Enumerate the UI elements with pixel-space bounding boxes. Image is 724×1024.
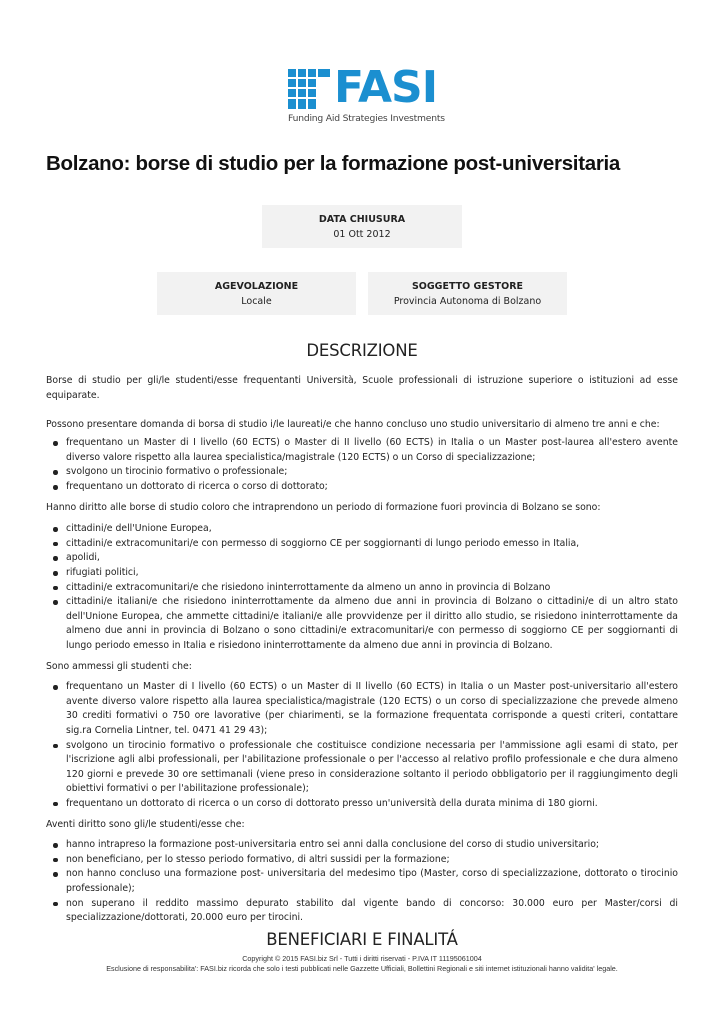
list-2: [46, 522, 678, 653]
closing-date-value: 01 Ott 2012: [333, 229, 391, 240]
list-item: non hanno concluso una formazione post- universitaria del medesimo tipo (Master, corso di specializzazione, dottorato o tirocinio professionale);: [66, 867, 678, 896]
manager-label: SOGGETTO GESTORE: [411, 281, 524, 292]
manager-value: Provincia Autonoma di Bolzano: [393, 296, 542, 307]
logo-tagline: Funding Aid Strategies Investments: [288, 113, 445, 124]
fasi-logo: [288, 62, 445, 127]
facility-value: Locale: [241, 296, 272, 307]
logo-grid-icon: [288, 69, 330, 111]
list-item: non beneficiano, per lo stesso periodo formativo, di altri sussidi per la formazione;: [66, 853, 678, 868]
footer: [0, 954, 724, 974]
list-item: frequentano un Master di I livello (60 ECTS) o Master di II livello (60 ECTS) in Italia o un Master post-laurea all'estero avente diverso valore rispetto alla laurea specialistica/magistrale (120 ECTS) o un Corso di specializzazione;: [66, 436, 678, 465]
facility-label: AGEVOLAZIONE: [214, 281, 299, 292]
list-item: rifugiati politici,: [66, 566, 678, 581]
closing-date-box: [262, 205, 462, 248]
list-item: frequentano un dottorato di ricerca o un corso di dottorato presso un'università della durata minima di 180 giorni.: [66, 797, 678, 812]
paragraph-3: Sono ammessi gli studenti che:: [46, 660, 192, 672]
list-item: frequentano un dottorato di ricerca o corso di dottorato;: [66, 480, 678, 495]
list-item: apolidi,: [66, 551, 678, 566]
description-intro: Borse di studio per gli/le studenti/esse frequentanti Università, Scuole professionali di istruzione superiore o istituzioni ad esse equiparate.: [46, 375, 678, 401]
list-4: [46, 838, 678, 926]
list-item: cittadini/e dell'Unione Europea,: [66, 522, 678, 537]
closing-date-label: DATA CHIUSURA: [318, 214, 406, 225]
facility-box: [157, 272, 356, 315]
list-item: frequentano un Master di I livello (60 ECTS) o un Master di II livello (60 ECTS) in Italia o un Master post-universitario all'estero avente diverso valore rispetto alla laurea specialistica/magistrale (120 ECTS) o un corso di specializzazione che prevede almeno 30 crediti formativi o 750 ore lavorative (per chiarimenti, se la formazione frequentata corrisponde a questi criteri, contattare sig.ra Cornelia Lintner, tel. 0471 41 29 43);: [66, 680, 678, 738]
list-item: cittadini/e italiani/e che risiedono ininterrottamente da almeno due anni in provincia di Bolzano o cittadini/e di un altro stato dell'Unione Europea, che ammette cittadini/e italiani/e alle provvidenze per il diritto allo studio, se risiedono ininterrottamente da almeno due anni in provincia di Bolzano o sono cittadini/e extracomunitari/e con permesso di soggiorno CE per soggiornanti di lungo periodo emesso in Italia e risiedono ininterrottamente da almeno due anni in provincia di Bolzano.: [66, 595, 678, 653]
logo-wordmark: FASI: [334, 62, 438, 113]
list-item: non superano il reddito massimo depurato stabilito dal vigente bando di concorso: 30.000 euro per Master/corsi di specializzazione/dottorati, 20.000 euro per tirocini.: [66, 897, 678, 926]
list-item: svolgono un tirocinio formativo o professionale che costituisce condizione necessaria per l'ammissione agli esami di stato, per l'iscrizione agli albi professionali, per l'abilitazione professionale o per l'accesso al relativo profilo professionale e che dura almeno 120 giorni e prevede 30 ore settimanali (viene preso in considerazione soltanto il periodo obbligatorio per il raggiungimento degli obiettivi formativi o per l'abilitazione professionale);: [66, 739, 678, 797]
footer-copyright: Copyright © 2015 FASI.biz Srl - Tutti i diritti riservati - P.IVA IT 11195061004: [242, 954, 482, 963]
beneficiaries-heading: BENEFICIARI E FINALITÁ: [266, 930, 458, 949]
footer-disclaimer: Esclusione di responsabilita': FASI.biz ricorda che solo i testi pubblicati nelle Gazzette Ufficiali, Bollettini Regionali e siti internet istituzionali hanno validita' legale.: [106, 964, 618, 973]
paragraph-4: Aventi diritto sono gli/le studenti/esse che:: [46, 818, 245, 830]
list-3: [46, 680, 678, 811]
description-heading: DESCRIZIONE: [306, 341, 418, 360]
manager-box: [368, 272, 567, 315]
list-item: cittadini/e extracomunitari/e che risiedono ininterrottamente da almeno un anno in provincia di Bolzano: [66, 581, 678, 596]
paragraph-2: Hanno diritto alle borse di studio coloro che intraprendono un periodo di formazione fuori provincia di Bolzano se sono:: [46, 501, 601, 513]
description-body: [46, 374, 678, 932]
list-item: hanno intrapreso la formazione post-universitaria entro sei anni dalla conclusione del corso di studio universitario;: [66, 838, 678, 853]
paragraph-1: Possono presentare domanda di borsa di studio i/le laureati/e che hanno concluso uno studio universitario di almeno tre anni e che:: [46, 418, 660, 430]
list-item: cittadini/e extracomunitari/e con permesso di soggiorno CE per soggiornanti di lungo periodo emesso in Italia,: [66, 537, 678, 552]
list-item: svolgono un tirocinio formativo o professionale;: [66, 465, 678, 480]
list-1: [46, 436, 678, 494]
page-title: Bolzano: borse di studio per la formazione post-universitaria: [46, 152, 621, 175]
